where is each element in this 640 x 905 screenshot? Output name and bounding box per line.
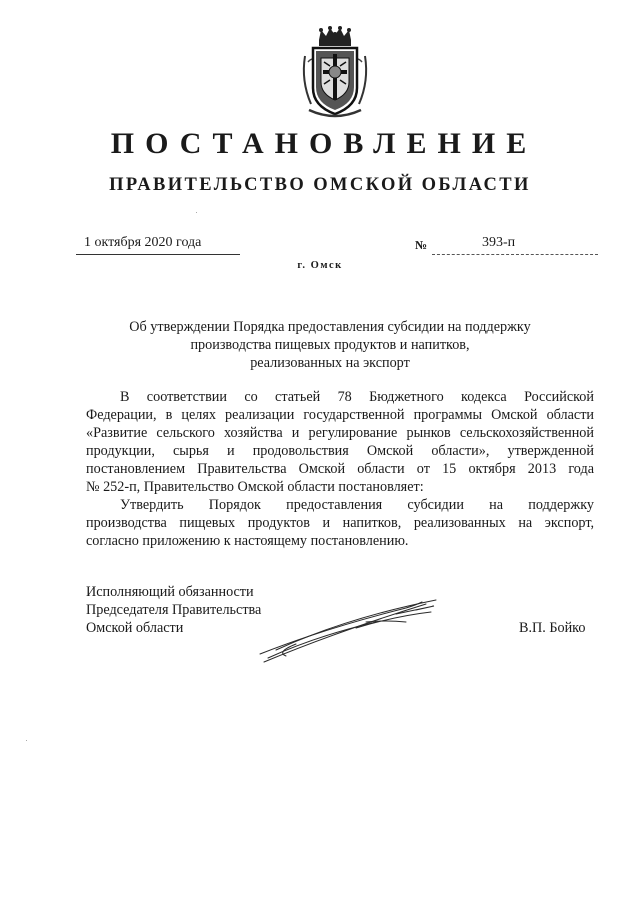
number-sign: №: [415, 238, 428, 252]
title-line: производства пищевых продуктов и напитков,: [190, 337, 470, 353]
body-line: производства пищевых продуктов и напитков, реализованных на экспорт,: [86, 515, 594, 531]
body-line: согласно приложению к настоящему постановлению.: [86, 533, 409, 549]
date-field: [76, 232, 240, 255]
document-title: [80, 318, 580, 372]
issuer-heading: ПРАВИТЕЛЬСТВО ОМСКОЙ ОБЛАСТИ: [109, 175, 531, 195]
signatory-position: [86, 583, 261, 637]
scan-speck: [26, 740, 27, 741]
body-line: № 252-п, Правительство Омской области постановляет:: [86, 479, 424, 495]
coat-of-arms-icon: [299, 26, 371, 120]
signer-name: В.П. Бойко: [519, 620, 586, 636]
position-line: Исполняющий обязанности: [86, 584, 254, 600]
scan-speck: [196, 212, 197, 213]
body-line: Утвердить Порядок предоставления субсидии на поддержку: [120, 497, 594, 513]
document-date: 1 октября 2020 года: [84, 235, 202, 250]
city-label: г. Омск: [297, 260, 343, 271]
position-line: Омской области: [86, 620, 184, 636]
document-body: [86, 388, 594, 550]
document-type-heading: ПОСТАНОВЛЕНИЕ: [110, 127, 538, 160]
body-line: В соответствии со статьей 78 Бюджетного кодекса Российской: [120, 389, 594, 405]
signature-icon: [256, 592, 446, 668]
title-line: реализованных на экспорт: [250, 355, 410, 371]
document-number: 393-п: [482, 235, 516, 250]
body-line: постановлением Правительства Омской области от 15 октября 2013 года: [86, 461, 594, 477]
title-line: Об утверждении Порядка предоставления субсидии на поддержку: [129, 319, 531, 335]
body-line: «Развитие сельского хозяйства и регулирование рынков сельскохозяйственной: [86, 425, 594, 441]
position-line: Председателя Правительства: [86, 602, 262, 618]
number-field: [432, 232, 598, 255]
body-line: продукции, сырья и продовольствия Омской области», утвержденной: [86, 443, 594, 459]
body-line: Федерации, в целях реализации государственной программы Омской области: [86, 407, 594, 423]
